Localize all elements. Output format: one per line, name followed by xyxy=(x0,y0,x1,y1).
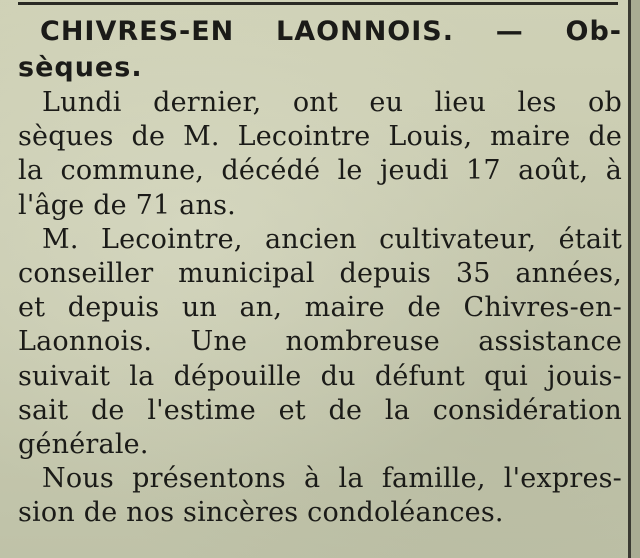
body-text-line: Nous présentons à la famille, l'expres- xyxy=(42,463,622,495)
headline-line: sèques. xyxy=(18,52,143,83)
paragraph-3 xyxy=(18,462,622,530)
body-text-line: l'âge de 71 ans. xyxy=(18,189,236,221)
body-text-line: générale. xyxy=(18,429,149,461)
paragraph-2 xyxy=(18,223,622,462)
article-headline xyxy=(18,14,622,86)
body-text-line: Lundi dernier, ont eu lieu les ob xyxy=(42,87,622,118)
body-text-line: Laonnois. Une nombreuse assistance xyxy=(18,326,622,358)
headline-line: CHIVRES-EN LAONNOIS. — Ob- xyxy=(40,16,622,47)
body-text-line: sion de nos sincères condoléances. xyxy=(18,497,504,529)
body-text-line: sèques de M. Lecointre Louis, maire de xyxy=(18,121,622,153)
body-text-line: suivait la dépouille du défunt qui jouis- xyxy=(18,360,622,392)
adjacent-column-edge xyxy=(631,0,640,558)
body-text-line: conseiller municipal depuis 35 années, xyxy=(18,258,622,290)
body-text-line: M. Lecointre, ancien cultivateur, était xyxy=(42,223,622,255)
body-text-line: et depuis un an, maire de Chivres-en- xyxy=(18,292,622,324)
top-column-rule xyxy=(18,2,618,5)
body-text-line: la commune, décédé le jeudi 17 août, à xyxy=(18,155,622,187)
paragraph-1 xyxy=(18,86,622,223)
obituary-article xyxy=(18,14,622,531)
body-text-line: sait de l'estime et de la considération xyxy=(18,394,622,426)
